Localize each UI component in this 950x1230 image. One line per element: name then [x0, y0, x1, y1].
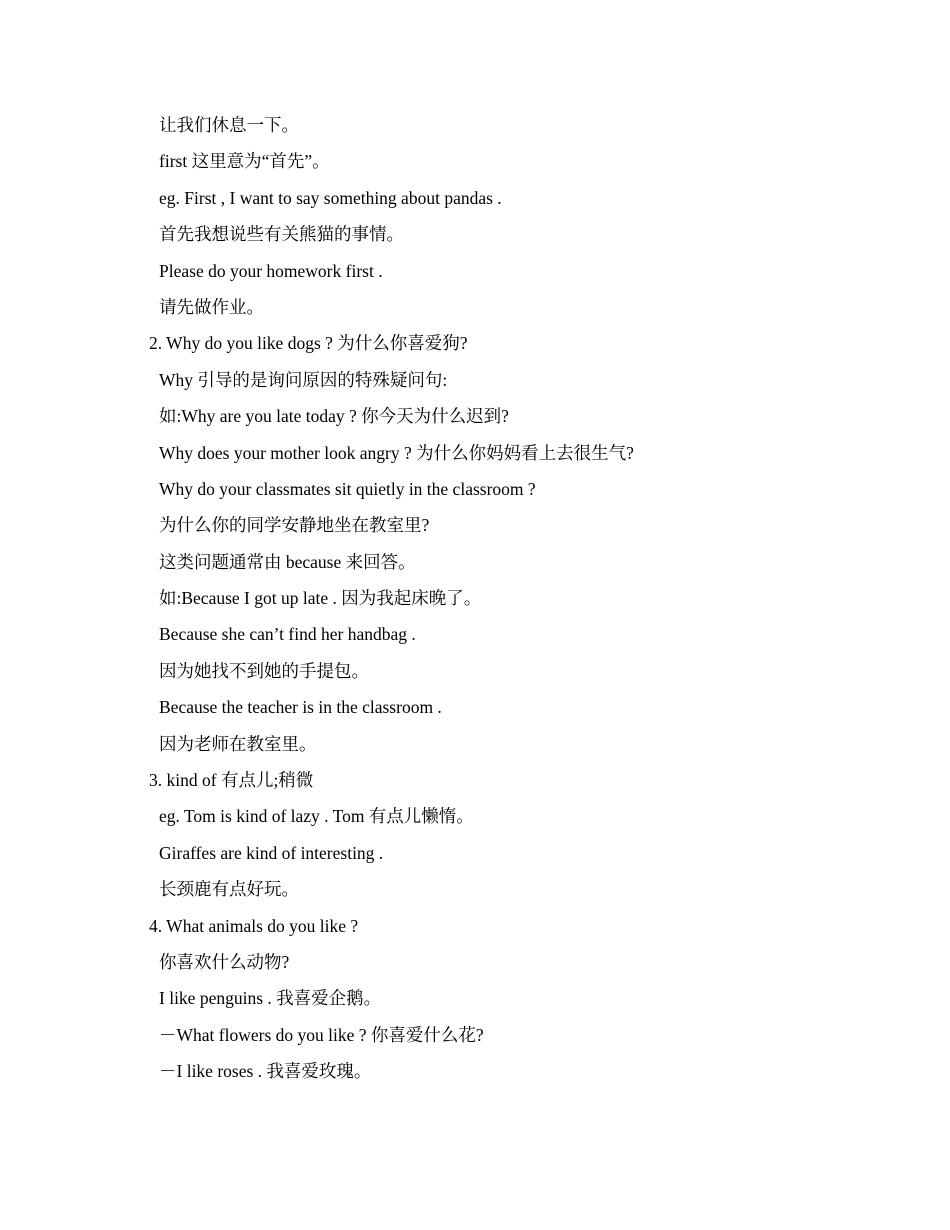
example-sentence: Why do your classmates sit quietly in the classroom ?	[159, 478, 536, 499]
example-sentence: eg. Tom is kind of lazy . Tom 有点儿懒惰。	[159, 806, 474, 827]
example-sentence: Giraffes are kind of interesting .	[159, 842, 384, 863]
section-heading-4: 4. What animals do you like ?	[149, 915, 359, 936]
document-body	[0, 108, 950, 1091]
example-sentence: Because she can’t find her handbag .	[159, 624, 416, 645]
example-sentence: Because the teacher is in the classroom .	[159, 697, 442, 718]
translation-line: 你喜欢什么动物?	[159, 951, 290, 972]
example-sentence: 如:Why are you late today ? 你今天为什么迟到?	[159, 406, 509, 427]
translation-line: 因为她找不到她的手提包。	[159, 660, 369, 681]
translation-line: 为什么你的同学安静地坐在教室里?	[159, 515, 430, 536]
text-line: 这类问题通常由 because 来回答。	[159, 551, 416, 572]
section-heading-3: 3. kind of 有点儿;稍微	[149, 770, 314, 791]
text-line: Why 引导的是询问原因的特殊疑问句:	[159, 369, 448, 390]
text-line: 让我们休息一下。	[159, 115, 299, 135]
example-sentence: eg. First , I want to say something about pandas .	[159, 187, 502, 208]
section-heading-2: 2. Why do you like dogs ? 为什么你喜爱狗?	[149, 333, 468, 354]
dialogue-line: －What flowers do you like ? 你喜爱什么花?	[159, 1024, 484, 1045]
example-sentence: 如:Because I got up late . 因为我起床晚了。	[159, 588, 482, 609]
example-sentence: Why does your mother look angry ? 为什么你妈妈看上去很生气?	[159, 442, 634, 463]
translation-line: 首先我想说些有关熊猫的事情。	[159, 224, 404, 245]
text-line: first 这里意为“首先”。	[159, 151, 330, 172]
translation-line: 因为老师在教室里。	[159, 733, 317, 754]
dialogue-line: －I like roses . 我喜爱玫瑰。	[159, 1061, 372, 1082]
translation-line: 请先做作业。	[159, 296, 264, 317]
translation-line: 长颈鹿有点好玩。	[159, 879, 299, 900]
example-sentence: Please do your homework first .	[159, 260, 383, 281]
example-sentence: I like penguins . 我喜爱企鹅。	[159, 988, 382, 1009]
